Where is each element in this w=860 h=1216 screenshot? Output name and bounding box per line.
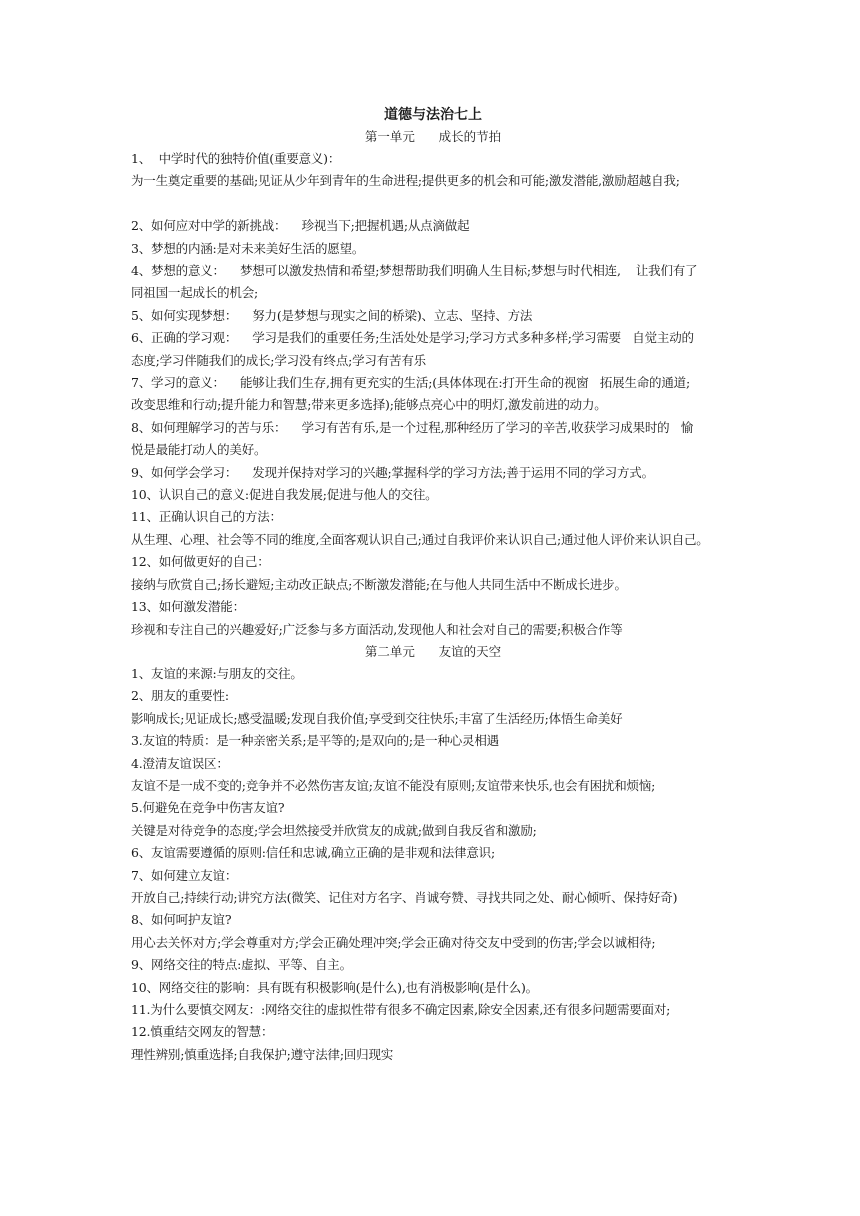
text-line: 同祖国一起成长的机会; <box>131 285 259 301</box>
text-line: 8、如何呵护友谊? <box>131 912 232 928</box>
text-line: 12、如何做更好的自己： <box>131 554 270 570</box>
text-line: 4、梦想的意义： 梦想可以激发热情和希望;梦想帮助我们明确人生目标;梦想与时代相连, 让我们有了 <box>131 263 698 279</box>
text-line: 接纳与欣赏自己;扬长避短;主动改正缺点;不断激发潜能;在与他人共同生活中不断成长进步。 <box>131 576 627 592</box>
text-line: 9、如何学会学习： 发现并保持对学习的兴趣;掌握科学的学习方法;善于运用不同的学习方式。 <box>131 464 654 480</box>
text-line: 6、正确的学习观： 学习是我们的重要任务;生活处处是学习;学习方式多种多样;学习需要 自觉主动的 <box>131 330 694 346</box>
text-line: 理性辨别;慎重选择;自我保护;遵守法律;回归现实 <box>131 1046 394 1062</box>
text-line: 珍视和专注自己的兴趣爱好;广泛参与多方面活动,发现他人和社会对自己的需要;积极合作等 <box>131 621 623 637</box>
text-line: 10、网络交往的影响：具有既有积极影响(是什么),也有消极影响(是什么)。 <box>131 979 538 995</box>
text-line: 态度;学习伴随我们的成长;学习没有终点;学习有苦有乐 <box>131 352 426 368</box>
text-line: 从生理、心理、社会等不同的维度,全面客观认识自己;通过自我评价来认识自己;通过他人评价来认识自己。 <box>131 531 709 547</box>
text-line: 关键是对待竞争的态度;学会坦然接受并欣赏友的成就;做到自我反省和激励; <box>131 822 537 838</box>
text-line: 2、朋友的重要性: <box>131 688 229 704</box>
text-line: 为一生奠定重要的基础;见证从少年到青年的生命进程;提供更多的机会和可能;激发潜能,激励超越自我; <box>131 173 680 189</box>
text-line: 11、正确认识自己的方法： <box>131 509 282 525</box>
document-page <box>131 104 735 1066</box>
text-line: 13、如何激发潜能： <box>131 599 245 615</box>
text-line: 6、友谊需要遵循的原则:信任和忠诚,确立正确的是非观和法律意识; <box>131 845 495 861</box>
text-line: 7、学习的意义： 能够让我们生存,拥有更充实的生活;(具体体现在:打开生命的视窗 拓展生命的通道; <box>131 375 690 391</box>
text-line: 悦是最能打动人的美好。 <box>131 442 267 458</box>
blank-line <box>131 193 735 215</box>
text-line: 12.慎重结交网友的智慧： <box>131 1024 274 1040</box>
document-title: 道德与法治七上 <box>384 107 482 123</box>
text-line: 1、友谊的来源:与朋友的交往。 <box>131 665 303 681</box>
text-line: 1、 中学时代的独特价值(重要意义)： <box>131 151 341 166</box>
text-line: 开放自己;持续行动;讲究方法(微笑、记住对方名字、肖诚夸赞、寻找共同之处、耐心倾听、保持好奇) <box>131 889 678 905</box>
text-line: 8、如何理解学习的苦与乐： 学习有苦有乐,是一个过程,那种经历了学习的辛苦,收获学习成果时的 愉 <box>131 419 694 435</box>
text-line: 友谊不是一成不变的;竞争并不必然伤害友谊;友谊不能没有原则;友谊带来快乐,也会有困扰和烦恼; <box>131 777 656 793</box>
text-line: 用心去关怀对方;学会尊重对方;学会正确处理冲突;学会正确对待交友中受到的伤害;学会以诚相待; <box>131 934 656 950</box>
text-line: 10、认识自己的意义:促进自我发展;促进与他人的交往。 <box>131 487 438 503</box>
text-line: 7、如何建立友谊： <box>131 867 238 883</box>
unit-2-heading: 第二单元 友谊的天空 <box>364 643 502 659</box>
text-line: 9、网络交往的特点:虚拟、平等、自主。 <box>131 957 352 973</box>
unit-1-body <box>131 148 735 641</box>
text-line: 3.友谊的特质：是一种亲密关系;是平等的;是双向的;是一种心灵相遇 <box>131 733 499 749</box>
text-line: 5.何避免在竞争中伤害友谊? <box>131 800 285 816</box>
text-line: 2、如何应对中学的新挑战： 珍视当下;把握机遇;从点滴做起 <box>131 218 470 234</box>
text-line: 影响成长;见证成长;感受温暖;发现自我价值;享受到交往快乐;丰富了生活经历;体悟生命美好 <box>131 710 623 726</box>
text-line: 3、梦想的内涵:是对未来美好生活的愿望。 <box>131 240 365 256</box>
unit-2-body <box>131 663 735 1066</box>
text-line: 4.澄清友谊误区： <box>131 755 229 771</box>
text-line: 5、如何实现梦想： 努力(是梦想与现实之间的桥梁)、立志、坚持、方法 <box>131 307 533 323</box>
unit-1-heading: 第一单元 成长的节拍 <box>364 129 502 144</box>
text-line: 改变思维和行动;提升能力和智慧;带来更多选择);能够点亮心中的明灯,激发前进的动力。 <box>131 397 607 413</box>
text-line: 11.为什么要慎交网友：:网络交往的虚拟性带有很多不确定因素,除安全因素,还有很多问题需要面对; <box>131 1002 671 1018</box>
